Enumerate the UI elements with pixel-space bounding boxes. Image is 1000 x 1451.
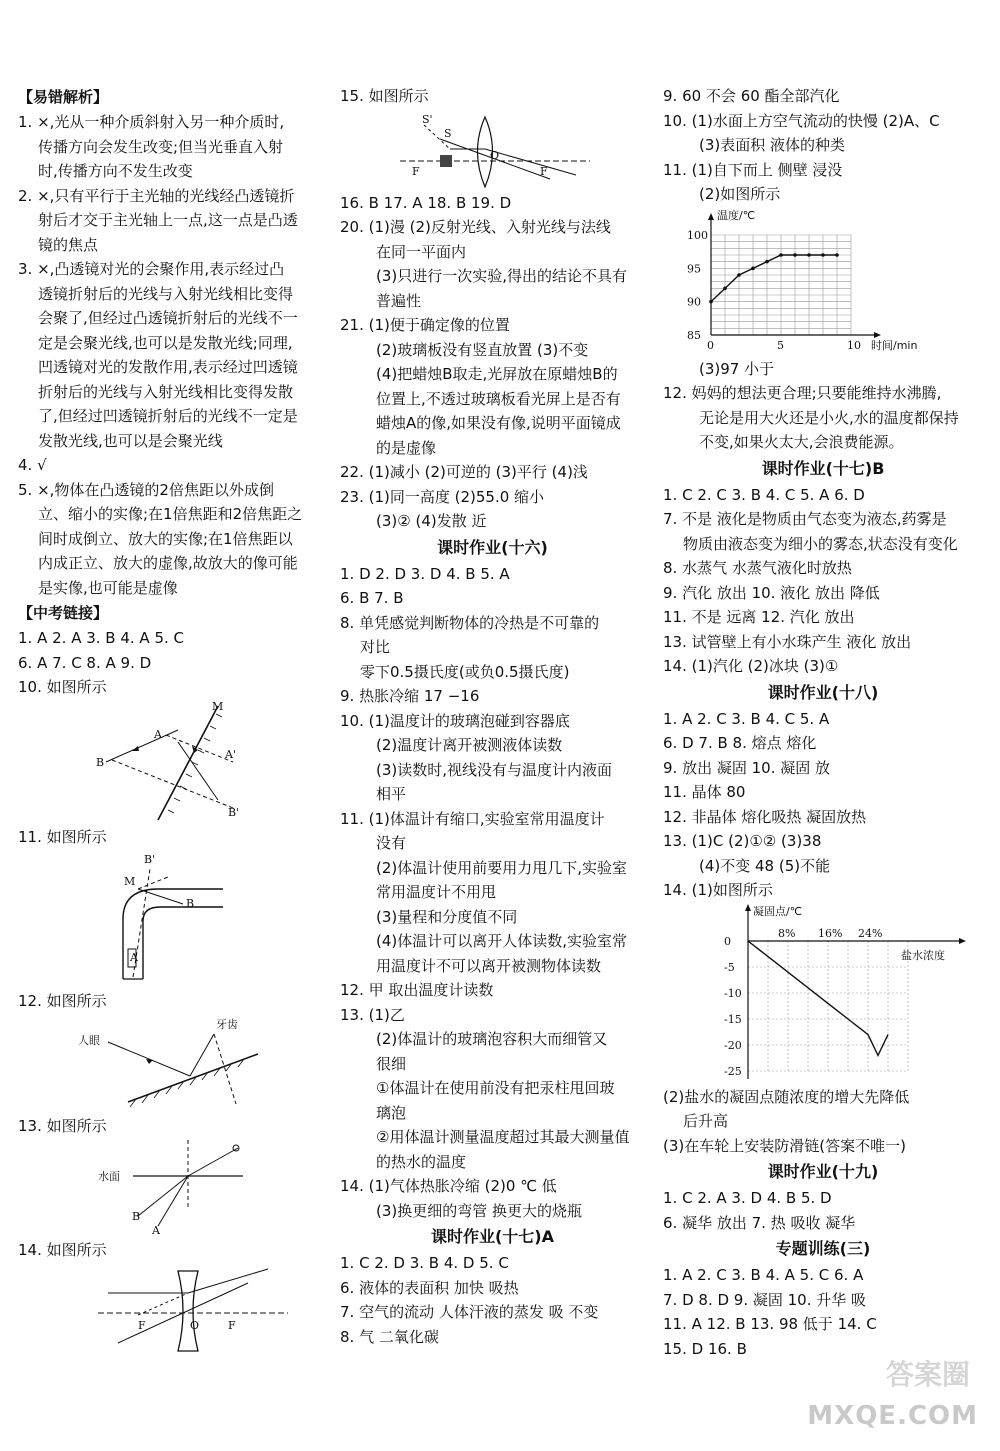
chart2-ytick-label: -5	[724, 960, 735, 974]
answer-line: 的是虚像	[376, 438, 437, 457]
answer-block-3	[18, 257, 318, 453]
answer-line: 物质由液态变为细小的雾态,状态没有变化	[683, 534, 958, 553]
fig14-label-O: O	[190, 1318, 200, 1332]
answer-line: (3)读数时,视线没有与温度计内液面	[376, 760, 613, 779]
answer-line: 凹透镜对光的发散作用,表示经过凹透镜	[38, 358, 298, 376]
answer-block-5	[18, 478, 318, 601]
answer-line: 1. A 2. A 3. B 4. A 5. C	[18, 629, 185, 647]
answer-line: ②用体温计测量温度超过其最大测量值	[376, 1128, 630, 1146]
chart1-ytick-label: 85	[687, 328, 701, 342]
fig15-label-F1: F	[412, 164, 420, 178]
fig13-label-water: 水面	[98, 1170, 120, 1183]
answer-line: 用温度计不可以离开被测物体读数	[376, 956, 602, 975]
answer-line: 内成正立、放大的虚像,故放大的像可能	[38, 554, 298, 572]
answer-line: 普遍性	[376, 291, 422, 310]
fig10-label-B: B	[96, 755, 105, 769]
column-2	[340, 84, 645, 1349]
chart1-data-point	[723, 286, 727, 290]
fig13-label-A: A	[152, 1224, 160, 1237]
answer-line: 13. 如图所示	[18, 1116, 107, 1135]
answer-line: ①体温计在使用前没有把汞柱甩回玻	[376, 1079, 615, 1097]
answer-line: 蜡烛A的像,如果没有像,说明平面镜成	[376, 414, 621, 432]
answer-line: 16. B 17. A 18. B 19. D	[340, 193, 512, 212]
answer-line: 9. 放出 凝固 10. 凝固 放	[663, 758, 831, 777]
fig13-label-B: B	[132, 1210, 141, 1223]
column-1	[18, 84, 318, 1358]
chart1-data-point	[765, 259, 769, 263]
answer-line: 10. (1)温度计的玻璃泡碰到容器底	[340, 711, 570, 730]
section-title-19: 课时作业(十九)	[767, 1162, 879, 1181]
chart1-ytick-label: 90	[687, 295, 701, 309]
answer-line: 9. 汽化 放出 10. 液化 放出 降低	[663, 583, 880, 602]
answer-line: 很细	[376, 1054, 407, 1073]
answer-line: 6. 液体的表面积 加快 吸热	[340, 1278, 519, 1297]
answer-line: (3)表面积 液体的种类	[699, 136, 846, 154]
answer-line: 9. 热胀冷缩 17 −16	[340, 687, 480, 705]
answer-line: 1. C 2. D 3. B 4. D 5. C	[340, 1254, 509, 1272]
answer-line: 间时成倒立、放大的实像;在1倍焦距以	[38, 529, 293, 548]
answer-line: 11. 如图所示	[18, 827, 107, 846]
fig10-label-A2: A'	[225, 747, 236, 761]
answer-line: 12. 甲 取出温度计读数	[340, 981, 494, 999]
answer-line: 会聚了,但经过凸透镜折射后的光线不一	[38, 309, 298, 327]
answer-line: 10. 如图所示	[18, 678, 107, 696]
answer-line: 在同一平面内	[376, 242, 467, 261]
fig12-label-tooth: 牙齿	[216, 1017, 238, 1031]
answer-line: (2)温度计离开被测液体读数	[376, 736, 563, 754]
answer-line: 9. 60 不会 60 酯全部汽化	[663, 87, 840, 105]
answer-line: 8. 气 二氧化碳	[340, 1327, 439, 1346]
boiling-temperature-chart	[663, 207, 983, 357]
fig10-label-B2: B'	[228, 805, 240, 819]
answer-line: 1. ×,光从一种介质斜射入另一种介质时,	[18, 113, 285, 131]
answer-line: 12. 妈妈的想法更合理;只要能维持水沸腾,	[663, 384, 942, 402]
chart2-ylabel: 凝固点/℃	[753, 904, 803, 918]
chart2-xtick-label: 24%	[858, 926, 883, 940]
answer-line: 1. A 2. C 3. B 4. C 5. A	[663, 709, 830, 728]
answer-line: (3)换更细的弯管 换更大的烧瓶	[376, 1201, 583, 1220]
answer-line: 了,但经过凹透镜折射后的光线不一定是	[38, 407, 298, 425]
section-title-17a: 课时作业(十七)A	[430, 1227, 554, 1246]
answer-line: 不变,如果火太大,会浪费能源。	[699, 433, 904, 451]
answer-line: (3)在车轮上安装防滑链(答案不唯一)	[663, 1136, 906, 1155]
answer-line: 立、缩小的实像;在1倍焦距和2倍焦距之	[38, 505, 303, 523]
answer-line: 13. (1)C (2)①② (3)38	[663, 832, 822, 850]
chart2-xlabel: 盐水浓度	[901, 948, 945, 962]
answer-line: 零下0.5摄氏度(或负0.5摄氏度)	[360, 662, 570, 681]
answer-line: 没有	[376, 834, 407, 852]
chart1-data-point	[779, 253, 783, 257]
answer-line: (3)97 小于	[699, 359, 775, 378]
answer-block-1	[18, 110, 318, 184]
answer-line: 1. C 2. A 3. D 4. B 5. D	[663, 1189, 832, 1207]
answer-line: 23. (1)同一高度 (2)55.0 缩小	[340, 487, 545, 506]
section-title-special-3: 专题训练(三)	[775, 1239, 871, 1258]
answer-line: 2. ×,只有平行于主光轴的光线经凸透镜折	[18, 186, 295, 205]
answer-line: 镜的焦点	[38, 235, 99, 254]
figure-15-convex-lens	[340, 109, 645, 191]
answer-line: 12. 非晶体 熔化吸热 凝固放热	[663, 807, 867, 826]
freezing-point-chart	[663, 903, 983, 1085]
answer-line: 相平	[376, 785, 407, 803]
answer-line: 1. A 2. C 3. B 4. A 5. C 6. A	[663, 1266, 864, 1284]
chart1-data-point	[793, 253, 797, 257]
answer-line: 发散光线,也可以是会聚光线	[38, 431, 223, 450]
answer-line: 传播方向会发生改变;但当光垂直入射	[38, 137, 284, 156]
section-title-16: 课时作业(十六)	[437, 537, 548, 557]
answer-line: 1. C 2. C 3. B 4. C 5. A 6. D	[663, 485, 865, 504]
answer-line: 14. 如图所示	[18, 1241, 107, 1259]
answer-line: 21. (1)便于确定像的位置	[340, 316, 510, 334]
answer-line: (2)如图所示	[699, 185, 781, 203]
answer-line: 3. ×,凸透镜对光的会聚作用,表示经过凸	[18, 260, 285, 278]
chart1-ytick-label: 100	[687, 228, 708, 242]
chart2-ytick-label: -15	[724, 1012, 742, 1026]
chart2-series-line	[748, 941, 888, 1055]
fig15-label-S: S	[444, 126, 452, 140]
fig15-label-O: O	[490, 148, 500, 162]
answer-line: 12. 如图所示	[18, 992, 107, 1010]
chart1-xtick-label: 5	[777, 338, 784, 352]
answer-line: 6. B 7. B	[340, 589, 404, 607]
chart2-xtick-label: 8%	[778, 926, 796, 940]
answer-line: 是实像,也可能是虚像	[38, 578, 178, 597]
column-3	[663, 84, 983, 1361]
answer-line: 7. 不是 液化是物质由气态变为液态,药雾是	[663, 510, 947, 528]
section-heading-exam: 【中考链接】	[18, 604, 109, 622]
answer-line: 11. 晶体 80	[663, 783, 746, 801]
answer-line: 时,传播方向不发生改变	[38, 162, 193, 180]
answer-line: 折射后的光线与入射光线相比变得发散	[38, 382, 294, 401]
answer-line: (3)只进行一次实验,得出的结论不具有	[376, 267, 628, 285]
answer-line: (2)玻璃板没有竖直放置 (3)不变	[376, 340, 589, 359]
chart1-xtick-label: 10	[847, 338, 861, 352]
chart1-data-point	[821, 253, 825, 257]
answer-line: 7. D 8. D 9. 凝固 10. 升华 吸	[663, 1290, 867, 1309]
section-title-17b: 课时作业(十七)B	[761, 458, 885, 478]
chart1-data-point	[751, 266, 755, 270]
answer-line: 6. D 7. B 8. 熔点 熔化	[663, 734, 817, 752]
figure-11-fiber	[18, 849, 318, 989]
fig15-label-F2: F	[540, 164, 548, 178]
answer-line: (3)② (4)发散 近	[376, 512, 487, 530]
chart1-data-point	[709, 299, 713, 303]
answer-line: 对比	[360, 638, 391, 656]
fig14-label-F1: F	[138, 1318, 146, 1332]
answer-line: 后升高	[683, 1112, 729, 1130]
fig11-label-M: M	[124, 875, 136, 888]
chart1-ylabel: 温度/℃	[717, 208, 756, 222]
answer-line: 14. (1)汽化 (2)冰块 (3)①	[663, 657, 839, 675]
answer-line: (3)量程和分度值不同	[376, 907, 518, 926]
answer-line: 10. (1)水面上方空气流动的快慢 (2)A、C	[663, 111, 940, 130]
fig12-label-eye: 人眼	[78, 1033, 100, 1047]
answer-line: 射后才交于主光轴上一点,这一点是凸透	[38, 211, 298, 229]
section-title-18: 课时作业(十八)	[767, 682, 879, 702]
answer-line: 15. D 16. B	[663, 1339, 747, 1358]
chart1-data-point	[807, 253, 811, 257]
answer-line: 13. (1)乙	[340, 1005, 405, 1024]
answer-line: 15. 如图所示	[340, 87, 429, 105]
figure-10-mirror	[18, 700, 318, 825]
answer-line: 11. (1)体温计有缩口,实验室常用温度计	[340, 809, 605, 828]
section-heading-errors: 【易错解析】	[18, 88, 109, 106]
figure-13-refraction	[18, 1138, 318, 1238]
chart2-ytick-label: -25	[724, 1064, 742, 1078]
answer-line: (2)盐水的凝固点随浓度的增大先降低	[663, 1087, 910, 1106]
answer-line: 6. 凝华 放出 7. 热 吸收 凝华	[663, 1213, 856, 1232]
fig14-label-F2: F	[228, 1318, 236, 1332]
answer-line: 14. (1)气体热胀冷缩 (2)0 ℃ 低	[340, 1177, 557, 1195]
fig11-label-A: A	[130, 951, 138, 964]
answer-line: 5. ×,物体在凸透镜的2倍焦距以外成倒	[18, 480, 274, 499]
fig11-label-B: B	[186, 897, 195, 910]
watermark-logo: 答案圈	[885, 1358, 970, 1391]
answer-line: (4)体温计可以离开人体读数,实验室常	[376, 932, 628, 950]
answer-line: (4)把蜡烛B取走,光屏放在原蜡烛B的	[376, 365, 618, 383]
chart1-series-line	[711, 255, 837, 302]
answer-line: 11. (1)自下而上 侧壁 浸没	[663, 160, 843, 179]
answer-line: 7. 空气的流动 人体汗液的蒸发 吸 不变	[340, 1303, 599, 1321]
answer-line: 透镜折射后的光线与入射光线相比变得	[38, 284, 294, 303]
chart1-data-point	[835, 253, 839, 257]
answer-line: 13. 试管壁上有小水珠产生 液化 放出	[663, 632, 912, 651]
fig10-label-A: A	[154, 727, 162, 741]
answer-line: 8. 水蒸气 水蒸气液化时放热	[663, 559, 852, 577]
chart2-ytick-label: -10	[724, 986, 742, 1000]
answer-line: 20. (1)漫 (2)反射光线、入射光线与法线	[340, 218, 611, 236]
answer-line: 无论是用大火还是小火,水的温度都保持	[699, 408, 959, 427]
figure-12-mirror	[18, 1014, 318, 1114]
answer-line: 22. (1)减小 (2)可逆的 (3)平行 (4)浅	[340, 463, 588, 481]
answer-line: 6. A 7. C 8. A 9. D	[18, 653, 152, 672]
figure-14-concave-lens	[18, 1263, 318, 1358]
answer-line: 的热水的温度	[376, 1152, 467, 1171]
answer-block-2	[18, 184, 318, 258]
chart1-data-point	[737, 273, 741, 277]
chart1-ytick-label: 95	[687, 261, 701, 275]
answer-line: 璃泡	[376, 1103, 407, 1122]
chart1-xtick-label: 0	[707, 338, 714, 352]
answer-line: 常用温度计不用甩	[376, 883, 497, 901]
answer-line: 定是会聚光线,也可以是发散光线;同理,	[38, 333, 293, 352]
answer-line: 位置上,不透过玻璃板看光屏上是否有	[376, 389, 621, 408]
answer-line: 11. 不是 远离 12. 汽化 放出	[663, 608, 855, 626]
fig10-label-M: M	[212, 699, 224, 713]
answer-line: (2)体温计使用前要用力甩几下,实验室	[376, 858, 628, 877]
answer-line: 4. √	[18, 456, 47, 474]
answer-line: (4)不变 48 (5)不能	[699, 856, 831, 875]
chart2-ytick-label: 0	[724, 934, 731, 948]
fig11-label-B2: B'	[144, 853, 156, 866]
chart2-xtick-label: 16%	[818, 926, 843, 940]
fig15-label-S2: S'	[422, 112, 433, 126]
answer-line: 11. A 12. B 13. 98 低于 14. C	[663, 1315, 877, 1333]
watermark-url: MXQE.COM	[807, 1401, 978, 1431]
answer-line: (2)体温计的玻璃泡容积大而细管又	[376, 1030, 608, 1048]
answer-line: 1. D 2. D 3. D 4. B 5. A	[340, 564, 510, 583]
answer-line: 14. (1)如图所示	[663, 881, 773, 899]
answer-line: 8. 单凭感觉判断物体的冷热是不可靠的	[340, 613, 600, 632]
chart1-xlabel: 时间/min	[871, 338, 918, 352]
chart2-ytick-label: -20	[724, 1038, 742, 1052]
